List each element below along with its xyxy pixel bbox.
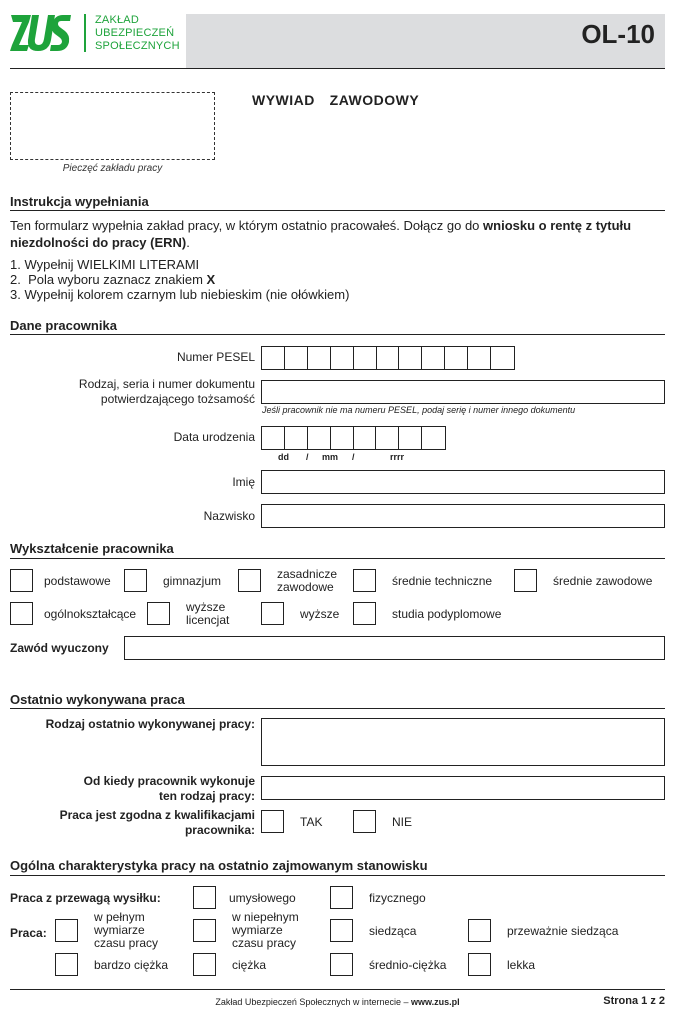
edu-studia-podyplomowe-checkbox[interactable] [353, 602, 376, 625]
effort-label: Praca z przewagą wysiłku: [10, 891, 161, 905]
pesel-digit[interactable] [331, 347, 354, 369]
first-name-input[interactable] [261, 470, 665, 494]
birth-date-label: Data urodzenia [173, 430, 255, 444]
edu-option-label: ogólnokształcące [44, 607, 137, 621]
edu-option-label: gimnazjum [163, 574, 222, 588]
id-document-label-line: Rodzaj, seria i numer dokumentu [78, 377, 255, 391]
edu-option-label: podstawowe [44, 574, 111, 588]
date-hint-mm: mm [322, 452, 339, 462]
mostly-sitting-checkbox[interactable] [468, 919, 491, 942]
footer-divider [10, 989, 665, 990]
section-divider [10, 558, 665, 559]
date-hint-sep: / [352, 452, 355, 462]
edu-option-line: zawodowe [277, 580, 334, 594]
date-hint-sep: / [306, 452, 309, 462]
pesel-digit[interactable] [445, 347, 468, 369]
pesel-digit[interactable] [377, 347, 400, 369]
birth-date-input[interactable] [261, 426, 446, 450]
pesel-digit[interactable] [308, 347, 331, 369]
id-document-input[interactable] [261, 380, 665, 404]
very-heavy-checkbox[interactable] [55, 953, 78, 976]
pesel-digit[interactable] [468, 347, 491, 369]
edu-gimnazjum-checkbox[interactable] [124, 569, 147, 592]
job-since-label [84, 774, 255, 804]
heaviness-option-label: bardzo ciężka [94, 958, 169, 972]
qualification-yes-checkbox[interactable] [261, 810, 284, 833]
part-time-label-line: w niepełnym [232, 910, 299, 924]
job-since-label-line: Od kiedy pracownik wykonuje [83, 774, 255, 788]
part-time-checkbox[interactable] [193, 919, 216, 942]
form-code: OL-10 [581, 19, 655, 49]
edu-ogolnoksztalcace-checkbox[interactable] [10, 602, 33, 625]
profession-label: Zawód wyuczony [10, 641, 109, 655]
footer-text-main: Zakład Ubezpieczeń Społecznych w internecie – [215, 997, 411, 1007]
id-document-hint: Jeśli pracownik nie ma numeru PESEL, podaj serię i numer innego dokumentu [262, 405, 576, 415]
date-hint-yyyy: rrrr [390, 452, 405, 462]
date-hint-dd: dd [278, 452, 289, 462]
full-time-label [94, 911, 158, 950]
full-time-checkbox[interactable] [55, 919, 78, 942]
posture-option-label: siedząca [369, 924, 417, 938]
full-time-label-line: wymiarze [94, 923, 145, 937]
instructions-heading: Instrukcja wypełniania [10, 194, 149, 209]
qualification-label-line: Praca jest zgodna z kwalifikacjami [59, 808, 255, 822]
birth-date-digit[interactable] [399, 427, 422, 449]
education-heading: Wykształcenie pracownika [10, 541, 174, 556]
pesel-digit[interactable] [422, 347, 445, 369]
characteristics-heading: Ogólna charakterystyka pracy na ostatnio zajmowanym stanowisku [10, 858, 428, 873]
para-bold: wniosku o rentę z tytułu niezdolności do pracy (ERN) [10, 218, 632, 250]
pesel-digit[interactable] [285, 347, 308, 369]
instructions-list [10, 257, 349, 302]
id-document-label-line: potwierdzającego tożsamość [100, 392, 255, 406]
id-document-label [79, 377, 255, 407]
page-number: Strona 1 z 2 [603, 995, 665, 1007]
header-divider [10, 68, 665, 69]
birth-date-digit[interactable] [285, 427, 308, 449]
section-divider [10, 334, 665, 335]
profession-input[interactable] [124, 636, 665, 660]
instruction-item [10, 272, 349, 287]
edu-wyzsze-licencjat-checkbox[interactable] [147, 602, 170, 625]
last-job-heading: Ostatnio wykonywana praca [10, 692, 185, 707]
edu-srednie-zawodowe-checkbox[interactable] [514, 569, 537, 592]
logo-divider [84, 14, 86, 52]
qualification-label [60, 808, 255, 838]
section-divider [10, 210, 665, 211]
instruction-mark: X [206, 272, 216, 287]
full-time-label-line: czasu pracy [94, 936, 159, 950]
section-divider [10, 875, 665, 876]
heaviness-option-label: średnio-ciężka [369, 958, 447, 972]
instruction-item-text: 2. Pola wyboru zaznacz znakiem [10, 272, 207, 287]
heaviness-option-label: lekka [507, 958, 536, 972]
birth-date-digit[interactable] [376, 427, 399, 449]
pesel-digit[interactable] [399, 347, 422, 369]
zus-logo-icon [10, 13, 72, 53]
stamp-caption: Pieczęć zakładu pracy [62, 163, 163, 174]
pesel-digit[interactable] [262, 347, 285, 369]
qualification-no-label: NIE [392, 815, 413, 829]
footer-link[interactable]: www.zus.pl [410, 997, 460, 1007]
qualification-no-checkbox[interactable] [353, 810, 376, 833]
edu-option-line: zasadnicze [277, 567, 338, 581]
edu-wyzsze-checkbox[interactable] [261, 602, 284, 625]
edu-option-label: wyższe [300, 607, 340, 621]
birth-date-digit[interactable] [422, 427, 445, 449]
qualification-label-line: pracownika: [184, 823, 255, 837]
edu-podstawowe-checkbox[interactable] [10, 569, 33, 592]
job-since-input[interactable] [261, 776, 665, 800]
birth-date-digit[interactable] [262, 427, 285, 449]
effort-option-label: fizycznego [369, 891, 426, 905]
logo-wordmark [95, 14, 180, 53]
light-checkbox[interactable] [468, 953, 491, 976]
para-end: . [186, 235, 190, 250]
edu-option-line: licencjat [186, 613, 230, 627]
stamp-area [10, 92, 215, 160]
para-text: Ten formularz wypełnia zakład pracy, w którym ostatnio pracowałeś. Dołącz go do [10, 218, 484, 233]
pesel-label: Numer PESEL [176, 350, 255, 364]
posture-option-label: przeważnie siedząca [507, 924, 619, 938]
logo-line-2: UBEZPIECZEŃ [95, 27, 175, 39]
employee-heading: Dane pracownika [10, 318, 117, 333]
last-name-input[interactable] [261, 504, 665, 528]
edu-srednie-techniczne-checkbox[interactable] [353, 569, 376, 592]
edu-option-label: średnie zawodowe [553, 574, 653, 588]
pesel-digit[interactable] [354, 347, 377, 369]
document-title: WYWIAD ZAWODOWY [252, 92, 420, 108]
work-label: Praca: [10, 926, 47, 940]
last-name-label: Nazwisko [203, 509, 255, 523]
part-time-label-line: czasu pracy [232, 936, 297, 950]
full-time-label-line: w pełnym [94, 910, 145, 924]
effort-physical-checkbox[interactable] [330, 886, 353, 909]
job-since-label-line: ten rodzaj pracy: [158, 789, 255, 803]
logo-line-3: SPOŁECZNYCH [95, 40, 180, 52]
heavy-checkbox[interactable] [193, 953, 216, 976]
instructions-paragraph [10, 217, 650, 251]
pesel-input[interactable] [261, 346, 515, 370]
birth-date-digit[interactable] [308, 427, 331, 449]
instruction-item: 3. Wypełnij kolorem czarnym lub niebieskim (nie ołówkiem) [10, 287, 350, 302]
birth-date-digit[interactable] [331, 427, 354, 449]
edu-option-line: wyższe [186, 600, 226, 614]
section-divider [10, 708, 665, 709]
pesel-digit[interactable] [491, 347, 514, 369]
effort-mental-checkbox[interactable] [193, 886, 216, 909]
part-time-label [232, 911, 299, 950]
job-type-input[interactable] [261, 718, 665, 766]
edu-option-label [277, 568, 337, 594]
part-time-label-line: wymiarze [232, 923, 283, 937]
medium-heavy-checkbox[interactable] [330, 953, 353, 976]
edu-option-label: studia podyplomowe [392, 607, 502, 621]
first-name-label: Imię [232, 475, 255, 489]
sitting-checkbox[interactable] [330, 919, 353, 942]
birth-date-digit[interactable] [354, 427, 377, 449]
edu-zasadnicze-checkbox[interactable] [238, 569, 261, 592]
heaviness-option-label: ciężka [232, 958, 267, 972]
effort-option-label: umysłowego [229, 891, 296, 905]
edu-option-label [186, 601, 229, 627]
logo-line-1: ZAKŁAD [95, 14, 139, 26]
edu-option-label: średnie techniczne [392, 574, 493, 588]
qualification-yes-label: TAK [300, 815, 323, 829]
job-type-label: Rodzaj ostatnio wykonywanej pracy: [45, 717, 255, 731]
instruction-item: 1. Wypełnij WIELKIMI LITERAMI [10, 257, 200, 272]
footer-text [0, 997, 675, 1007]
